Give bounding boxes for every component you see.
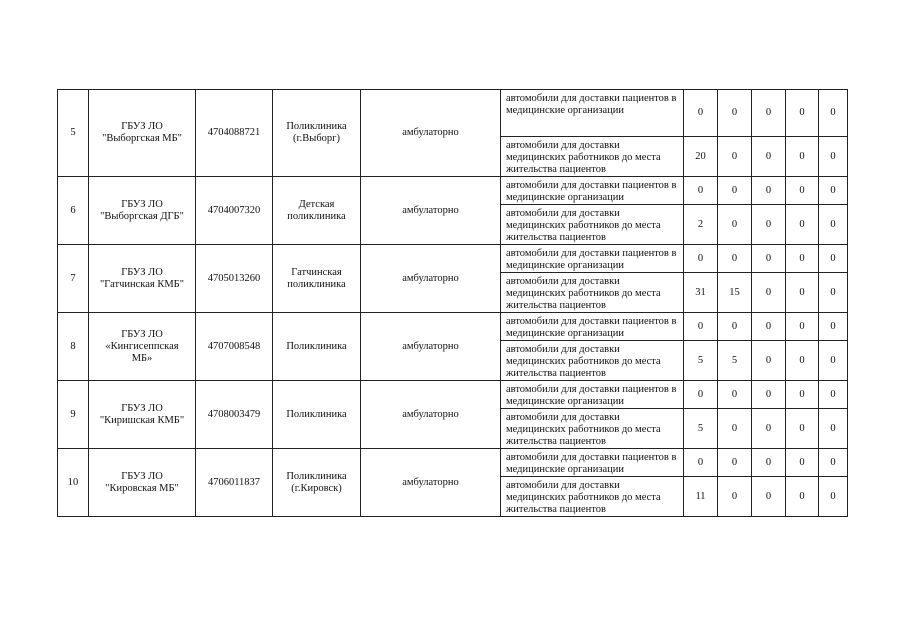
value-cell: 0 bbox=[718, 245, 752, 273]
value-cell: 0 bbox=[718, 90, 752, 137]
unit-name: Детская поликлиника bbox=[273, 177, 361, 245]
value-cell: 0 bbox=[684, 245, 718, 273]
purpose-patients: автомобили для доставки пациентов в медицинские организации bbox=[501, 313, 684, 341]
value-cell: 0 bbox=[786, 381, 819, 409]
row-number: 9 bbox=[58, 381, 89, 449]
unit-name: Поликлиника bbox=[273, 313, 361, 381]
inn-code: 4707008548 bbox=[196, 313, 273, 381]
value-cell: 0 bbox=[786, 137, 819, 177]
inn-code: 4708003479 bbox=[196, 381, 273, 449]
table-row bbox=[58, 313, 848, 341]
value-cell: 0 bbox=[718, 205, 752, 245]
value-cell: 0 bbox=[819, 245, 848, 273]
purpose-staff: автомобили для доставки медицинских работников до места жительства пациентов bbox=[501, 341, 684, 381]
value-cell: 0 bbox=[718, 313, 752, 341]
value-cell: 0 bbox=[752, 137, 786, 177]
unit-name: Поликлиника (г.Выборг) bbox=[273, 90, 361, 177]
inn-code: 4705013260 bbox=[196, 245, 273, 313]
value-cell: 0 bbox=[752, 313, 786, 341]
value-cell: 0 bbox=[819, 313, 848, 341]
row-number: 6 bbox=[58, 177, 89, 245]
value-cell: 0 bbox=[684, 90, 718, 137]
value-cell: 0 bbox=[718, 177, 752, 205]
value-cell: 0 bbox=[718, 449, 752, 477]
value-cell: 0 bbox=[718, 381, 752, 409]
purpose-staff: автомобили для доставки медицинских работников до места жительства пациентов bbox=[501, 409, 684, 449]
purpose-patients: автомобили для доставки пациентов в медицинские организации bbox=[501, 245, 684, 273]
value-cell: 0 bbox=[819, 90, 848, 137]
organization-name: ГБУЗ ЛО "Выборгская ДГБ" bbox=[89, 177, 196, 245]
value-cell: 0 bbox=[786, 90, 819, 137]
value-cell: 0 bbox=[819, 381, 848, 409]
purpose-staff: автомобили для доставки медицинских работников до места жительства пациентов bbox=[501, 205, 684, 245]
organization-name: ГБУЗ ЛО "Гатчинская КМБ" bbox=[89, 245, 196, 313]
value-cell: 0 bbox=[684, 449, 718, 477]
value-cell: 0 bbox=[718, 409, 752, 449]
organization-name: ГБУЗ ЛО "Выборгская МБ" bbox=[89, 90, 196, 177]
table-row bbox=[58, 381, 848, 409]
row-number: 5 bbox=[58, 90, 89, 177]
table-row bbox=[58, 449, 848, 477]
value-cell: 5 bbox=[684, 409, 718, 449]
value-cell: 0 bbox=[819, 477, 848, 517]
care-mode: амбулаторно bbox=[361, 313, 501, 381]
value-cell: 0 bbox=[819, 409, 848, 449]
unit-name: Поликлиника bbox=[273, 381, 361, 449]
value-cell: 5 bbox=[718, 341, 752, 381]
purpose-patients: автомобили для доставки пациентов в медицинские организации bbox=[501, 177, 684, 205]
value-cell: 0 bbox=[819, 137, 848, 177]
value-cell: 0 bbox=[786, 449, 819, 477]
care-mode: амбулаторно bbox=[361, 381, 501, 449]
care-mode: амбулаторно bbox=[361, 90, 501, 177]
value-cell: 0 bbox=[684, 381, 718, 409]
value-cell: 15 bbox=[718, 273, 752, 313]
value-cell: 0 bbox=[786, 341, 819, 381]
value-cell: 0 bbox=[718, 477, 752, 517]
purpose-staff: автомобили для доставки медицинских работников до места жительства пациентов bbox=[501, 477, 684, 517]
table-row bbox=[58, 245, 848, 273]
care-mode: амбулаторно bbox=[361, 449, 501, 517]
value-cell: 0 bbox=[786, 177, 819, 205]
value-cell: 0 bbox=[786, 205, 819, 245]
value-cell: 0 bbox=[752, 245, 786, 273]
inn-code: 4704088721 bbox=[196, 90, 273, 177]
value-cell: 0 bbox=[752, 177, 786, 205]
organization-name: ГБУЗ ЛО «Кингисеппская МБ» bbox=[89, 313, 196, 381]
value-cell: 0 bbox=[819, 205, 848, 245]
value-cell: 0 bbox=[819, 449, 848, 477]
value-cell: 0 bbox=[718, 137, 752, 177]
value-cell: 0 bbox=[752, 409, 786, 449]
value-cell: 0 bbox=[684, 177, 718, 205]
purpose-patients: автомобили для доставки пациентов в медицинские организации bbox=[501, 449, 684, 477]
value-cell: 0 bbox=[684, 313, 718, 341]
value-cell: 20 bbox=[684, 137, 718, 177]
value-cell: 0 bbox=[752, 449, 786, 477]
purpose-patients: автомобили для доставки пациентов в медицинские организации bbox=[501, 90, 684, 137]
value-cell: 0 bbox=[819, 273, 848, 313]
inn-code: 4706011837 bbox=[196, 449, 273, 517]
value-cell: 31 bbox=[684, 273, 718, 313]
value-cell: 0 bbox=[786, 409, 819, 449]
value-cell: 0 bbox=[786, 313, 819, 341]
value-cell: 2 bbox=[684, 205, 718, 245]
value-cell: 0 bbox=[786, 245, 819, 273]
row-number: 7 bbox=[58, 245, 89, 313]
value-cell: 0 bbox=[819, 341, 848, 381]
value-cell: 0 bbox=[786, 273, 819, 313]
unit-name: Поликлиника (г.Кировск) bbox=[273, 449, 361, 517]
purpose-staff: автомобили для доставки медицинских работников до места жительства пациентов bbox=[501, 273, 684, 313]
care-mode: амбулаторно bbox=[361, 245, 501, 313]
table-row bbox=[58, 90, 848, 137]
value-cell: 0 bbox=[752, 341, 786, 381]
value-cell: 0 bbox=[752, 381, 786, 409]
organization-name: ГБУЗ ЛО "Киришская КМБ" bbox=[89, 381, 196, 449]
value-cell: 0 bbox=[752, 273, 786, 313]
value-cell: 11 bbox=[684, 477, 718, 517]
row-number: 8 bbox=[58, 313, 89, 381]
table-row bbox=[58, 177, 848, 205]
vehicle-allocation-table bbox=[57, 89, 848, 517]
unit-name: Гатчинская поликлиника bbox=[273, 245, 361, 313]
purpose-staff: автомобили для доставки медицинских работников до места жительства пациентов bbox=[501, 137, 684, 177]
value-cell: 0 bbox=[752, 477, 786, 517]
value-cell: 5 bbox=[684, 341, 718, 381]
inn-code: 4704007320 bbox=[196, 177, 273, 245]
value-cell: 0 bbox=[752, 90, 786, 137]
value-cell: 0 bbox=[752, 205, 786, 245]
value-cell: 0 bbox=[786, 477, 819, 517]
value-cell: 0 bbox=[819, 177, 848, 205]
care-mode: амбулаторно bbox=[361, 177, 501, 245]
row-number: 10 bbox=[58, 449, 89, 517]
purpose-patients: автомобили для доставки пациентов в медицинские организации bbox=[501, 381, 684, 409]
organization-name: ГБУЗ ЛО "Кировская МБ" bbox=[89, 449, 196, 517]
